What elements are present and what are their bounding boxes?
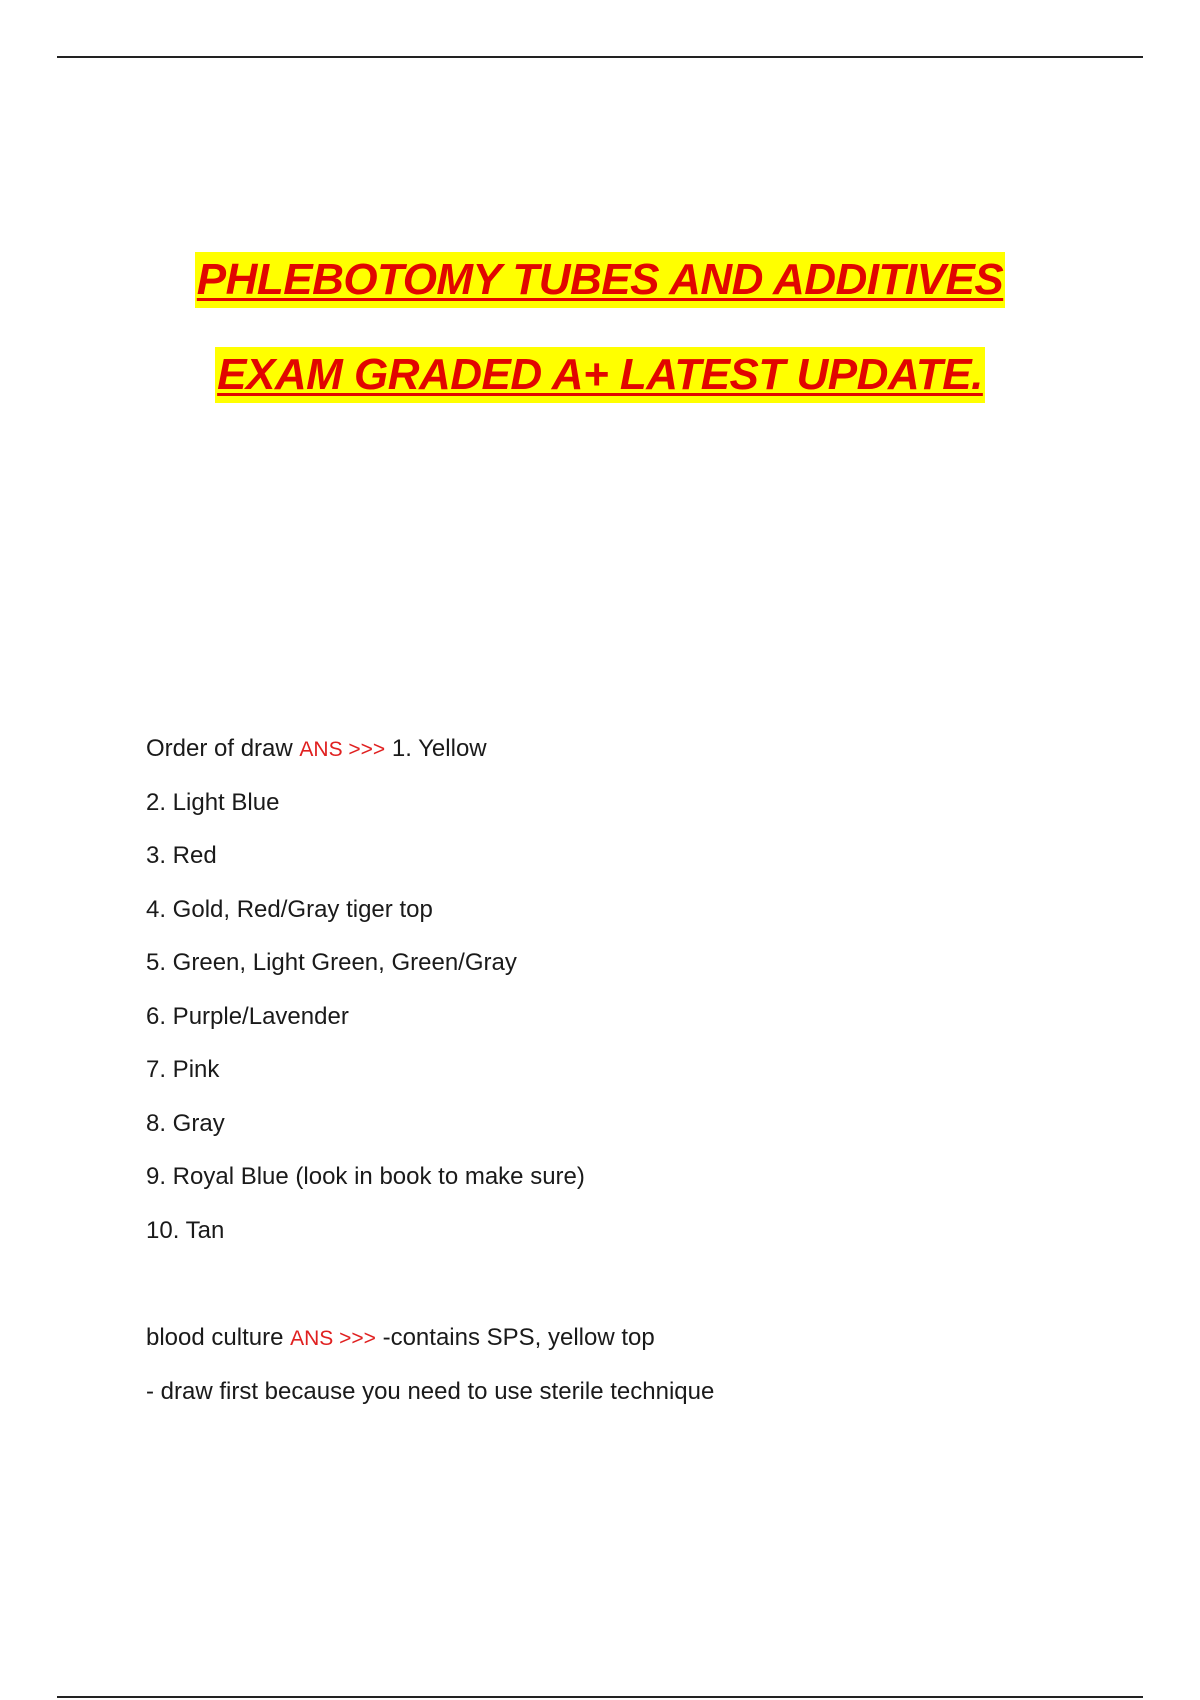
qa-question-line	[146, 733, 1106, 765]
answer-text: -contains SPS, yellow top	[382, 1324, 655, 1351]
answer-line: 2. Light Blue	[146, 788, 280, 816]
title-line-1	[0, 252, 1200, 308]
answer-text: 1. Yellow	[391, 735, 487, 762]
answer-line: 5. Green, Light Green, Green/Gray	[146, 949, 517, 976]
answer-line: 7. Pink	[146, 1056, 220, 1083]
title-line-1-text: PHLEBOTOMY TUBES AND ADDITIVES	[195, 252, 1005, 308]
title-line-2-text: EXAM GRADED A+ LATEST UPDATE.	[215, 347, 985, 403]
answer-line: 8. Gray	[146, 1109, 225, 1137]
answer-line: 6. Purple/Lavender	[146, 1002, 349, 1030]
answer-line: 4. Gold, Red/Gray tiger top	[146, 895, 433, 923]
answer-line: 9. Royal Blue (look in book to make sure)	[146, 1163, 585, 1190]
title-line-2	[0, 347, 1200, 403]
ans-marker: ANS >>>	[290, 1327, 376, 1350]
answer-line: - draw first because you need to use sterile technique	[146, 1377, 715, 1405]
footer-rule	[57, 1696, 1143, 1698]
document-title	[0, 252, 1200, 403]
answer-line: 10. Tan	[146, 1216, 225, 1244]
question-text: Order of draw	[146, 735, 293, 762]
answer-line: 3. Red	[146, 842, 217, 869]
header-rule	[57, 56, 1143, 58]
ans-marker: ANS >>>	[299, 738, 386, 761]
qa-question-line	[146, 1322, 1106, 1354]
section-gap	[146, 1268, 1106, 1322]
question-text: blood culture	[146, 1324, 284, 1351]
qa-content	[146, 733, 1106, 1429]
